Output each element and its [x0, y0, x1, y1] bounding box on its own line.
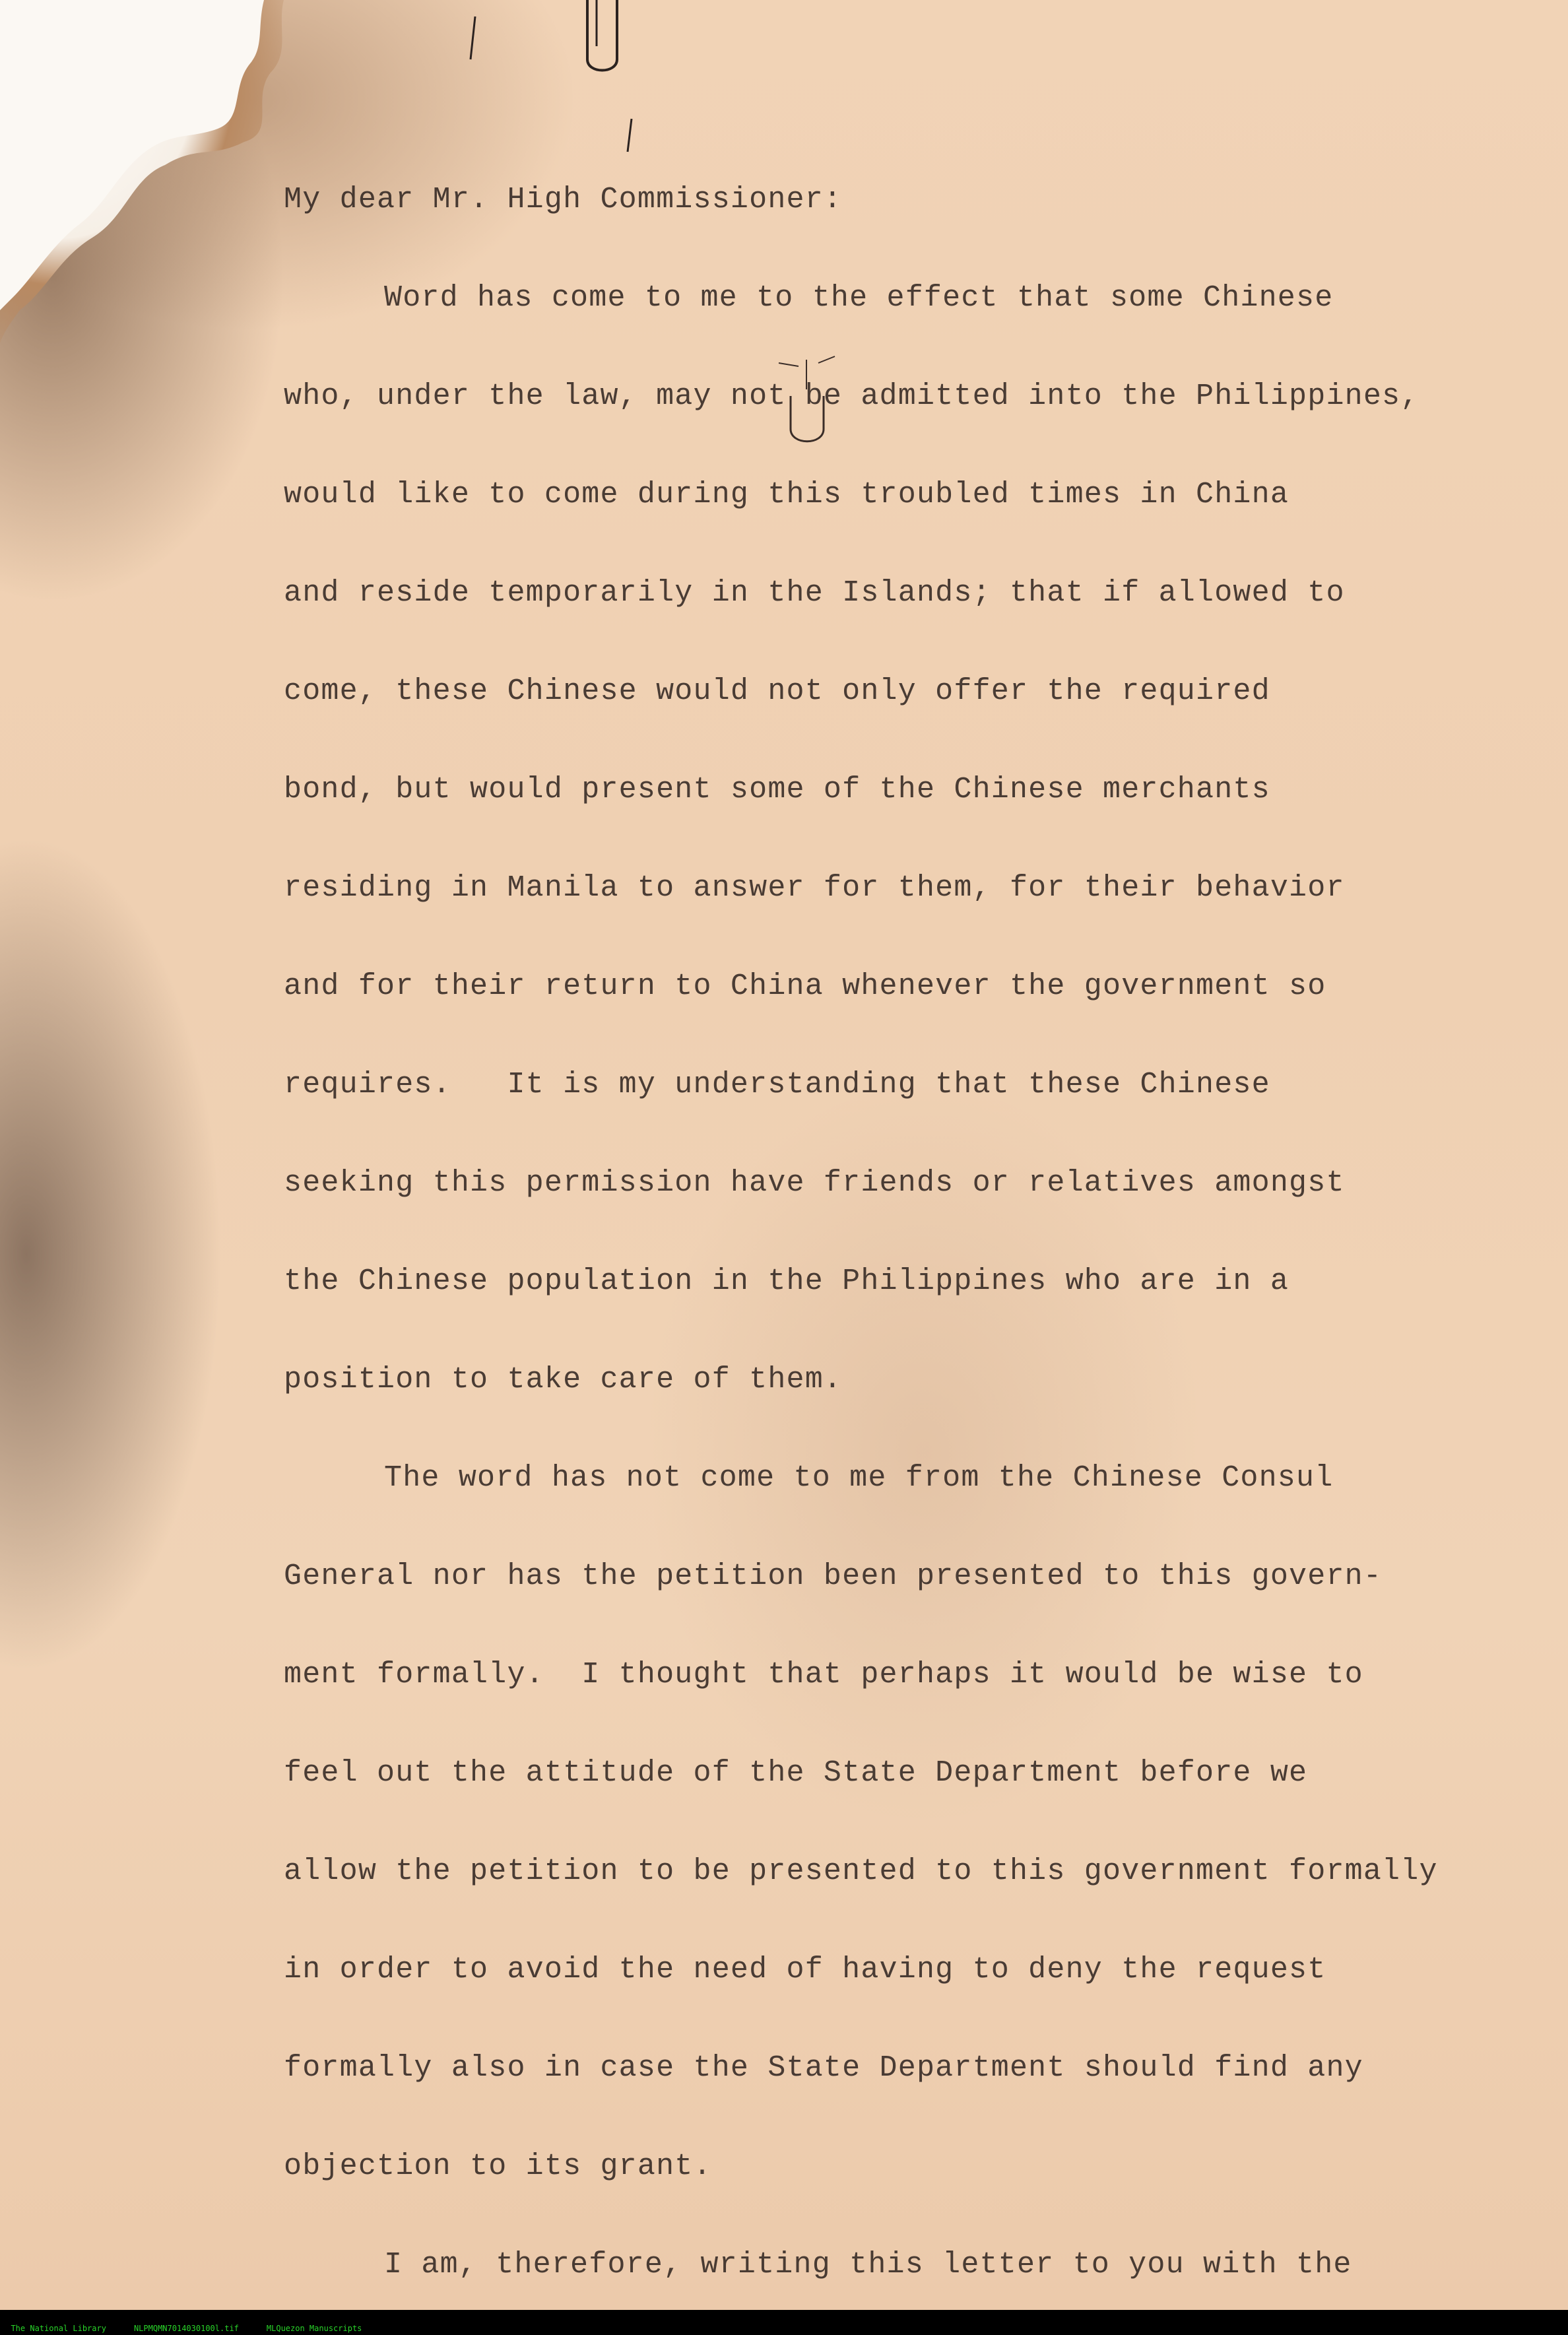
paperclip-icon [581, 0, 627, 79]
text-line: General nor has the petition been presented to this govern- [284, 1560, 1383, 1593]
footer-file: NLPMQMN7014030100l.tif [133, 2324, 239, 2333]
pen-mark [465, 13, 478, 66]
text-line: formally also in case the State Department should find any [284, 2051, 1363, 2085]
text-line: in order to avoid the need of having to deny the request [284, 1953, 1326, 1987]
text-line: and for their return to China whenever the government so [284, 970, 1326, 1003]
text-line: Word has come to me to the effect that some Chinese [384, 281, 1334, 315]
text-line: The word has not come to me from the Chinese Consul [384, 1461, 1334, 1495]
text-line: position to take care of them. [284, 1363, 843, 1397]
text-line: requires. It is my understanding that these Chinese [284, 1068, 1270, 1102]
footer-collection: MLQuezon Manuscripts [266, 2324, 362, 2333]
text-line: seeking this permission have friends or relatives amongst [284, 1166, 1345, 1200]
text-line: ment formally. I thought that perhaps it would be wise to [284, 1658, 1363, 1692]
text-line: the Chinese population in the Philippines who are in a [284, 1265, 1290, 1298]
salutation: My dear Mr. High Commissioner: [284, 183, 843, 216]
text-line: would like to come during this troubled times in China [284, 478, 1290, 511]
text-line: objection to its grant. [284, 2150, 712, 2183]
letter-body [284, 150, 1538, 2310]
text-line: bond, but would present some of the Chinese merchants [284, 773, 1270, 806]
text-line: allow the petition to be presented to this government formally [284, 1855, 1438, 1888]
text-line: feel out the attitude of the State Department before we [284, 1756, 1308, 1790]
burned-corner [0, 0, 304, 343]
text-line: who, under the law, may not be admitted into the Philippines, [284, 379, 1420, 413]
text-line: and reside temporarily in the Islands; that if allowed to [284, 576, 1345, 610]
text-line: residing in Manila to answer for them, for their behavior [284, 871, 1345, 905]
footer-library: The National Library [11, 2324, 106, 2333]
scan-footer [0, 2310, 1568, 2333]
text-line: I am, therefore, writing this letter to you with the [384, 2248, 1352, 2282]
text-line: come, these Chinese would not only offer the required [284, 674, 1270, 708]
